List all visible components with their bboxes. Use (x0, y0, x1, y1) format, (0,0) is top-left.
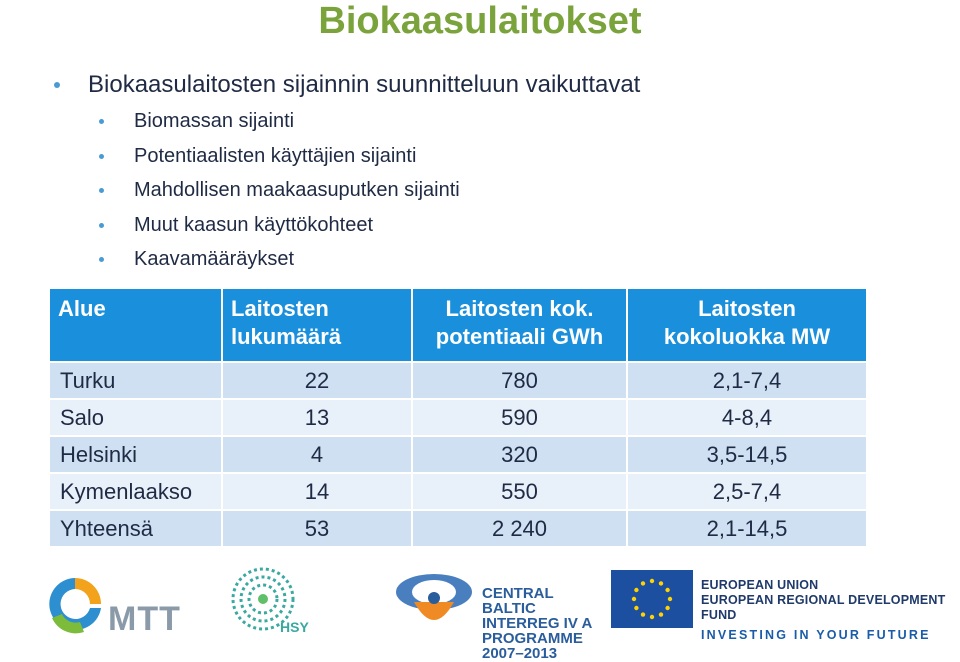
hsy-wordmark: HSY (280, 619, 309, 635)
hsy-logo (228, 564, 328, 644)
eu-slogan (701, 628, 951, 643)
cell-count: 14 (222, 473, 412, 510)
cell-area: Yhteensä (49, 510, 222, 547)
main-bullet (52, 70, 640, 100)
central-baltic-line: CENTRAL BALTIC (482, 585, 554, 617)
central-baltic-emblem-icon (394, 568, 474, 638)
sub-bullet-group (52, 104, 640, 277)
cell-size-class: 4-8,4 (627, 399, 867, 436)
mtt-swirl-icon (44, 574, 106, 638)
eu-text (701, 578, 951, 643)
sub-bullet: Kaavamääräykset (52, 242, 640, 277)
central-baltic-line: 2007–2013 (482, 645, 558, 662)
logo-bar (0, 560, 960, 662)
cell-area: Helsinki (49, 436, 222, 473)
cell-potential: 590 (412, 399, 627, 436)
cell-count: 4 (222, 436, 412, 473)
cell-count: 22 (222, 362, 412, 399)
table-row (49, 473, 867, 510)
cell-area: Turku (49, 362, 222, 399)
eu-logo (611, 570, 951, 640)
eu-flag-icon (611, 570, 693, 628)
cell-count: 13 (222, 399, 412, 436)
cell-size-class: 2,1-7,4 (627, 362, 867, 399)
header-count: Laitosten lukumäärä (222, 288, 412, 362)
table-row (49, 362, 867, 399)
central-baltic-text (482, 586, 594, 661)
eu-line: EUROPEAN UNION (701, 578, 819, 592)
table-header-row (49, 288, 867, 362)
cell-potential: 780 (412, 362, 627, 399)
sub-bullet: Biomassan sijainti (52, 104, 640, 139)
main-bullet-text: Biokaasulaitosten sijainnin suunnitteluun vaikuttavat (88, 71, 641, 98)
eu-line: EUROPEAN REGIONAL DEVELOPMENT FUND (701, 593, 946, 622)
bullet-list (52, 70, 640, 277)
central-baltic-line: PROGRAMME (482, 630, 583, 647)
cell-potential: 550 (412, 473, 627, 510)
mtt-wordmark: MTT (108, 600, 181, 638)
sub-bullet: Potentiaalisten käyttäjien sijainti (52, 139, 640, 174)
eu-slogan-text: INVESTING IN YOUR FUTURE (701, 628, 931, 642)
header-potential: Laitosten kok. potentiaali GWh (412, 288, 627, 362)
header-size-class: Laitosten kokoluokka MW (627, 288, 867, 362)
cell-size-class: 2,5-7,4 (627, 473, 867, 510)
biogas-table (48, 287, 868, 548)
central-baltic-line: INTERREG IV A (482, 615, 593, 632)
cell-potential: 2 240 (412, 510, 627, 547)
cell-potential: 320 (412, 436, 627, 473)
slide-title: Biokaasulaitokset (318, 0, 642, 42)
cell-size-class: 3,5-14,5 (627, 436, 867, 473)
sub-bullet-list (52, 104, 640, 277)
header-area: Alue (49, 288, 222, 362)
table-row (49, 399, 867, 436)
cell-area: Kymenlaakso (49, 473, 222, 510)
sub-bullet: Mahdollisen maakaasuputken sijainti (52, 173, 640, 208)
cell-area: Salo (49, 399, 222, 436)
sub-bullet: Muut kaasun käyttökohteet (52, 208, 640, 243)
central-baltic-logo (394, 568, 594, 662)
cell-size-class: 2,1-14,5 (627, 510, 867, 547)
table-row (49, 436, 867, 473)
mtt-logo (44, 574, 194, 638)
table-row (49, 510, 867, 547)
cell-count: 53 (222, 510, 412, 547)
